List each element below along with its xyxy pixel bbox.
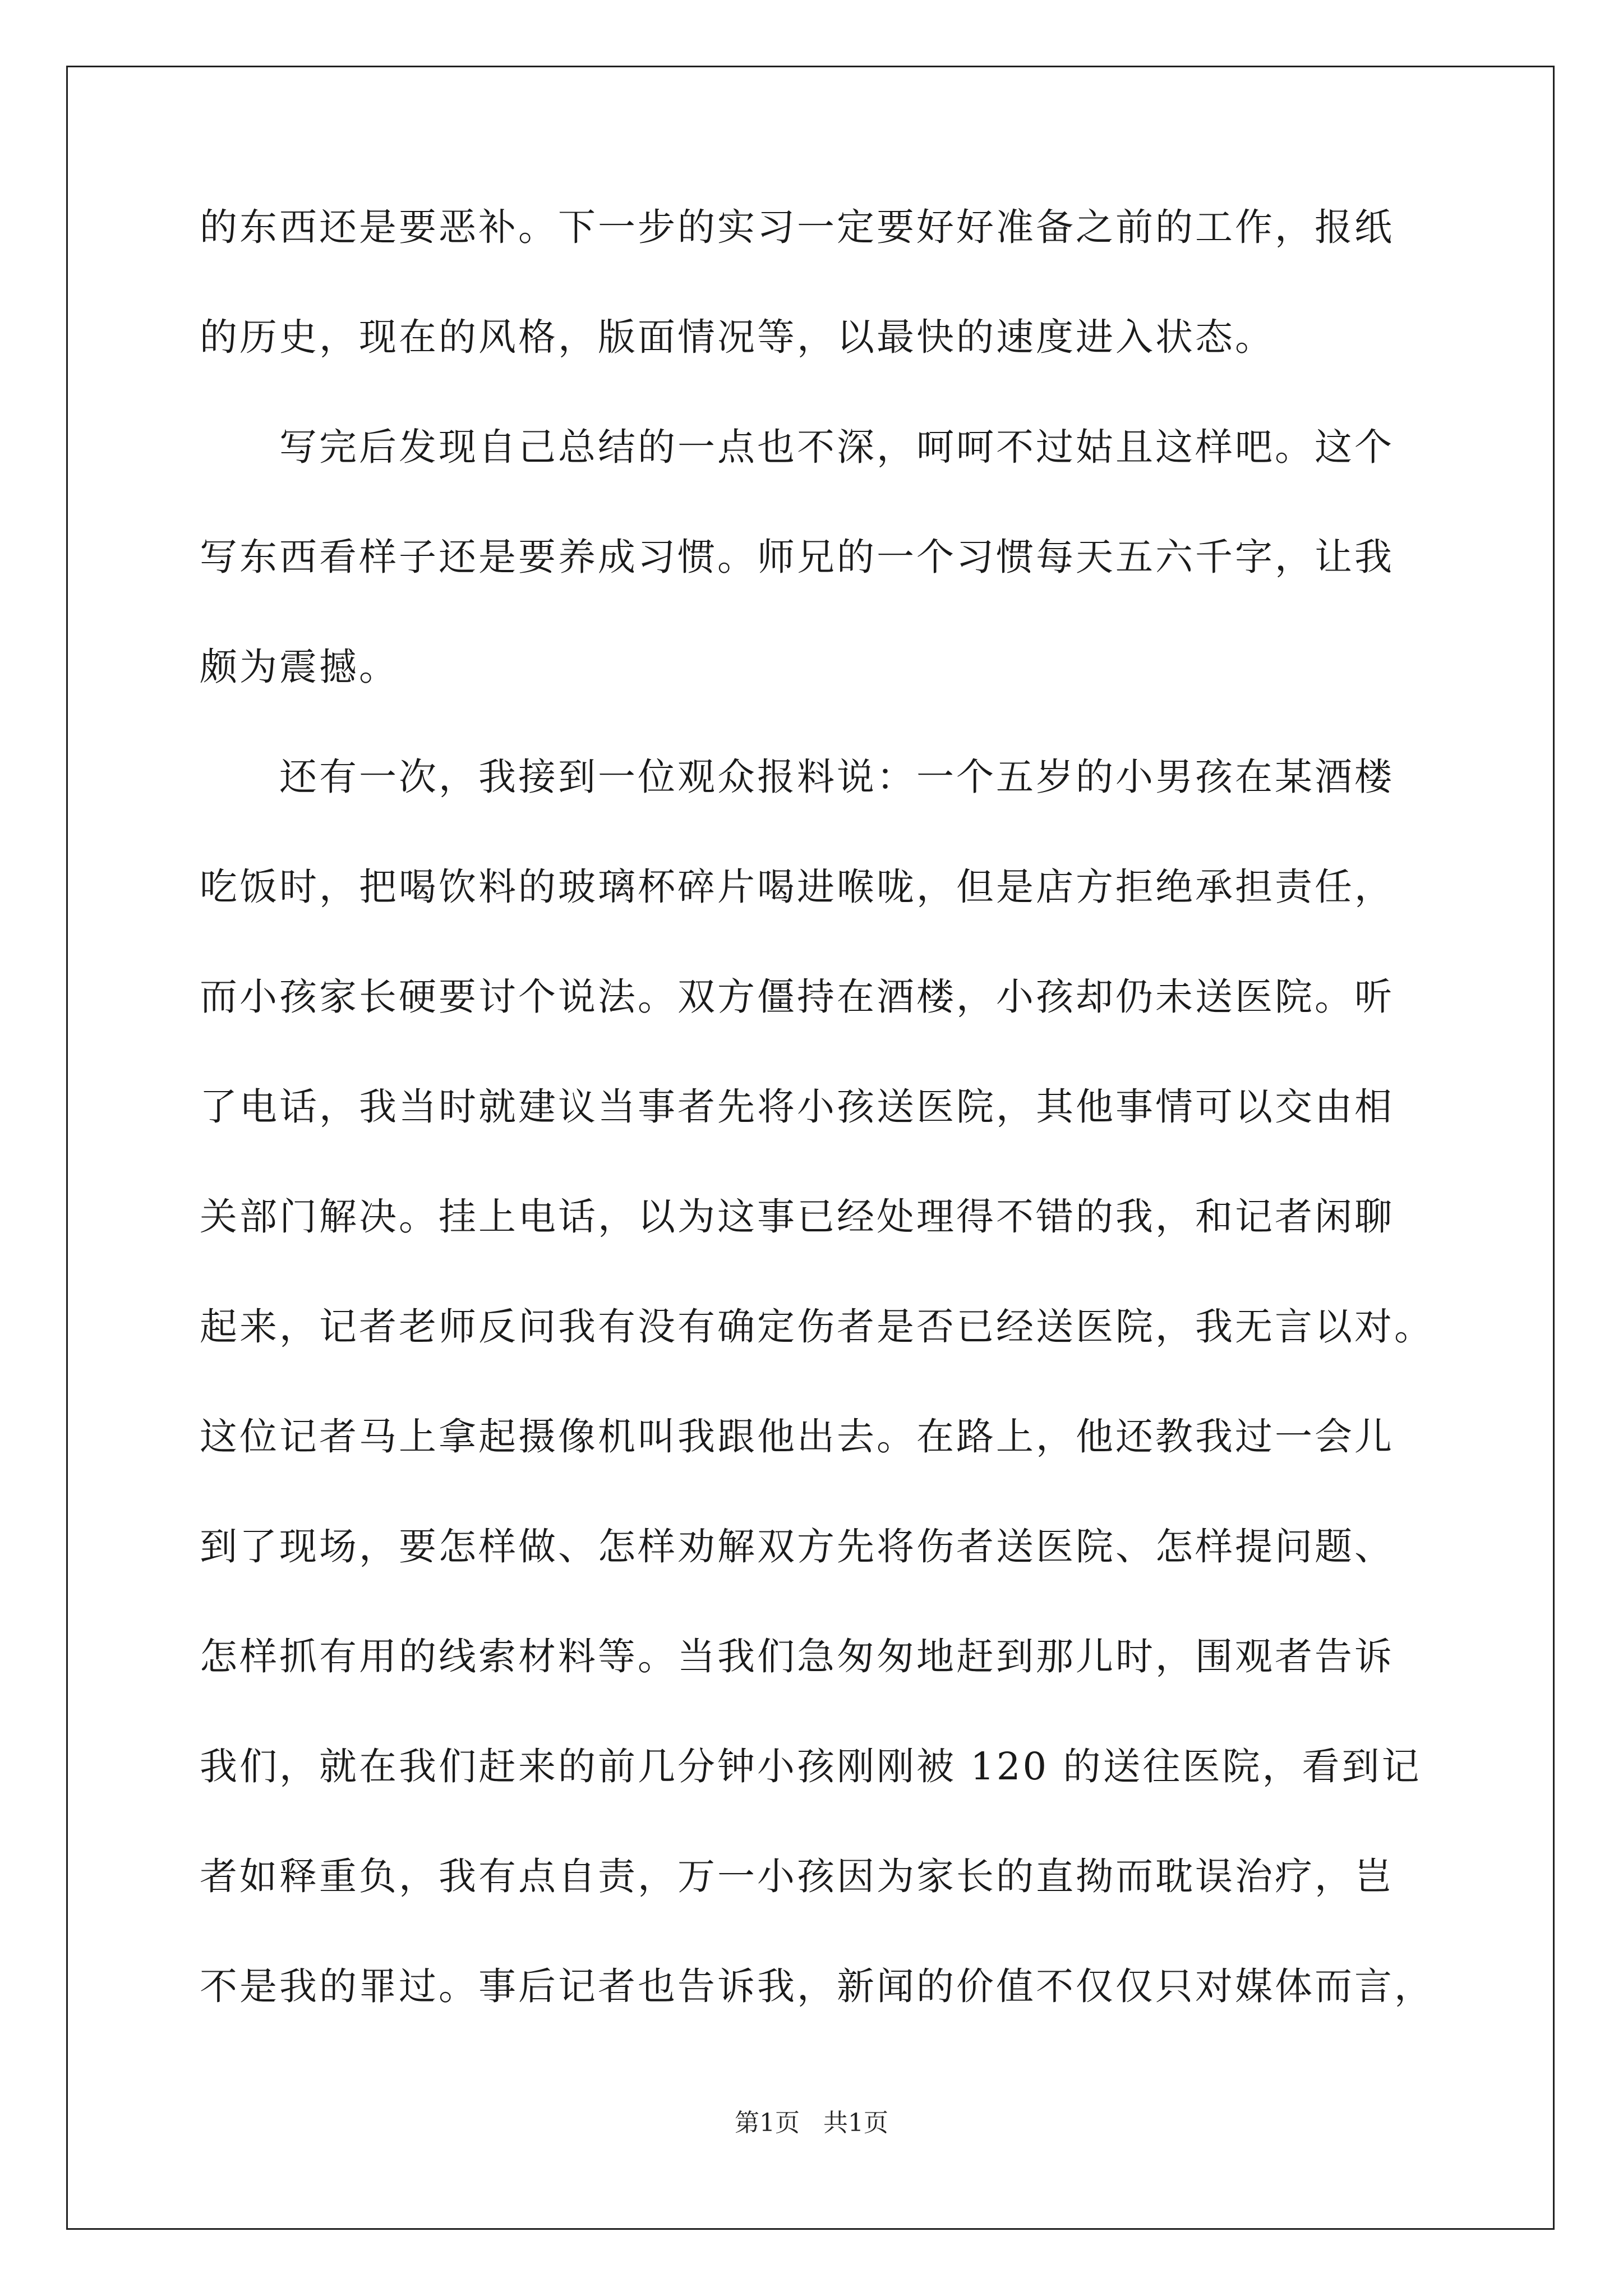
text-line: 怎样抓有用的线索材料等。当我们急匆匆地赶到那儿时，围观者告诉	[200, 1635, 1394, 1678]
text-line: 者如释重负，我有点自责，万一小孩因为家长的直拗而耽误治疗，岂	[200, 1855, 1394, 1898]
text-line: 而小孩家长硬要讨个说法。双方僵持在酒楼，小孩却仍未送医院。听	[200, 975, 1394, 1019]
text-line: 关部门解决。挂上电话，以为这事已经处理得不错的我，和记者闲聊	[200, 1195, 1394, 1239]
page-number: 第1页	[735, 2109, 800, 2137]
text-line: 的东西还是要恶补。下一步的实习一定要好好准备之前的工作，报纸	[200, 205, 1394, 249]
text-line: 的历史，现在的风格，版面情况等，以最快的速度进入状态。	[200, 315, 1275, 359]
text-line: 写完后发现自己总结的一点也不深，呵呵不过姑且这样吧。这个	[200, 425, 1394, 469]
text-line: 还有一次，我接到一位观众报料说：一个五岁的小男孩在某酒楼	[200, 755, 1394, 799]
page-footer	[0, 2111, 1623, 2136]
text-line: 了电话，我当时就建议当事者先将小孩送医院，其他事情可以交由相	[200, 1085, 1394, 1129]
text-line: 起来，记者老师反问我有没有确定伤者是否已经送医院，我无言以对。	[200, 1305, 1434, 1349]
text-line: 到了现场，要怎样做、怎样劝解双方先将伤者送医院、怎样提问题、	[200, 1525, 1394, 1568]
document-body	[200, 205, 1434, 2078]
text-line: 这位记者马上拿起摄像机叫我跟他出去。在路上，他还教我过一会儿	[200, 1415, 1394, 1458]
text-line: 不是我的罪过。事后记者也告诉我，新闻的价值不仅仅只对媒体而言，	[200, 1964, 1434, 2008]
page-total: 共1页	[823, 2109, 888, 2137]
text-line: 写东西看样子还是要养成习惯。师兄的一个习惯每天五六千字，让我	[200, 535, 1394, 579]
text-line: 我们，就在我们赶来的前几分钟小孩刚刚被 120 的送往医院，看到记	[200, 1745, 1422, 1788]
text-line: 吃饭时，把喝饮料的玻璃杯碎片喝进喉咙，但是店方拒绝承担责任，	[200, 865, 1394, 909]
text-line: 颇为震撼。	[200, 645, 399, 689]
